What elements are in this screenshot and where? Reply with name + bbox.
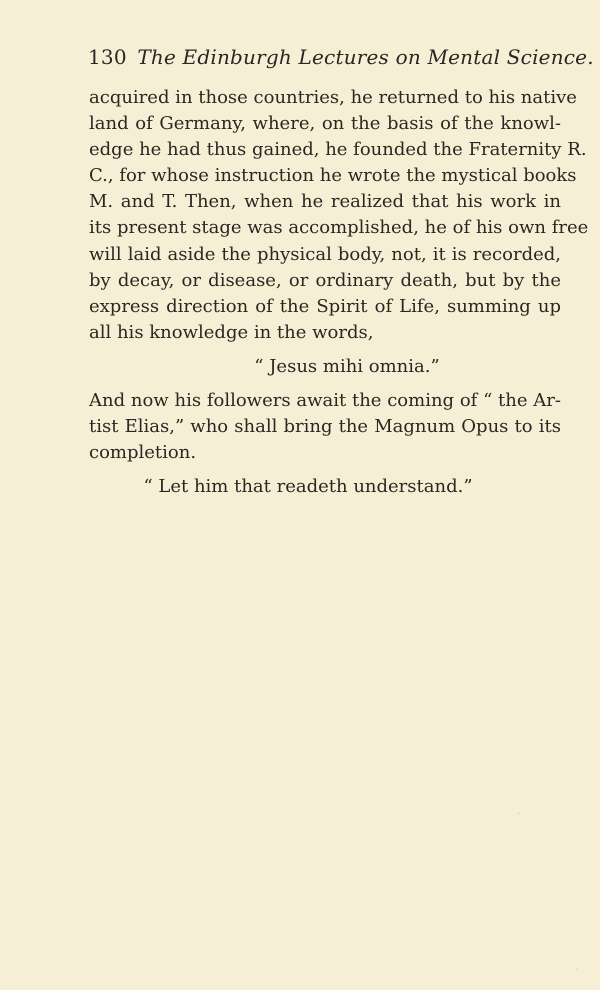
paragraph-line: C., for whose instruction he wrote the mystical books xyxy=(89,165,577,187)
quotation-line: “ Let him that readeth understand.” xyxy=(143,476,473,498)
quotation-line: “ Jesus mihi omnia.” xyxy=(254,355,440,377)
paragraph-line: land of Germany, where, on the basis of the knowl- xyxy=(89,113,561,135)
running-head xyxy=(88,44,594,70)
paragraph-line: its present stage was accomplished, he of his own free xyxy=(89,217,589,239)
paragraph-line: tist Elias,” who shall bring the Magnum Opus to its xyxy=(89,416,561,438)
paragraph-line: And now his followers await the coming of “ the Ar- xyxy=(89,390,561,412)
paragraph-line: edge he had thus gained, he founded the Fraternity R. xyxy=(89,139,587,161)
paragraph-line: will laid aside the physical body, not, it is recorded, xyxy=(89,243,561,265)
paper-speck xyxy=(517,812,520,815)
paragraph-line: all his knowledge in the words, xyxy=(89,321,374,343)
paragraph-line: acquired in those countries, he returned to his native xyxy=(89,87,577,108)
page-number: 130 xyxy=(88,45,127,69)
paragraph-line: M. and T. Then, when he realized that his work in xyxy=(89,191,561,213)
running-title: The Edinburgh Lectures on Mental Science. xyxy=(137,45,594,69)
paragraph-line: by decay, or disease, or ordinary death, but by the xyxy=(89,269,561,291)
paragraph-line: completion. xyxy=(89,442,197,464)
paragraph-line: express direction of the Spirit of Life, summing up xyxy=(89,295,561,317)
page-text xyxy=(89,85,589,500)
paper-speck xyxy=(576,968,579,971)
